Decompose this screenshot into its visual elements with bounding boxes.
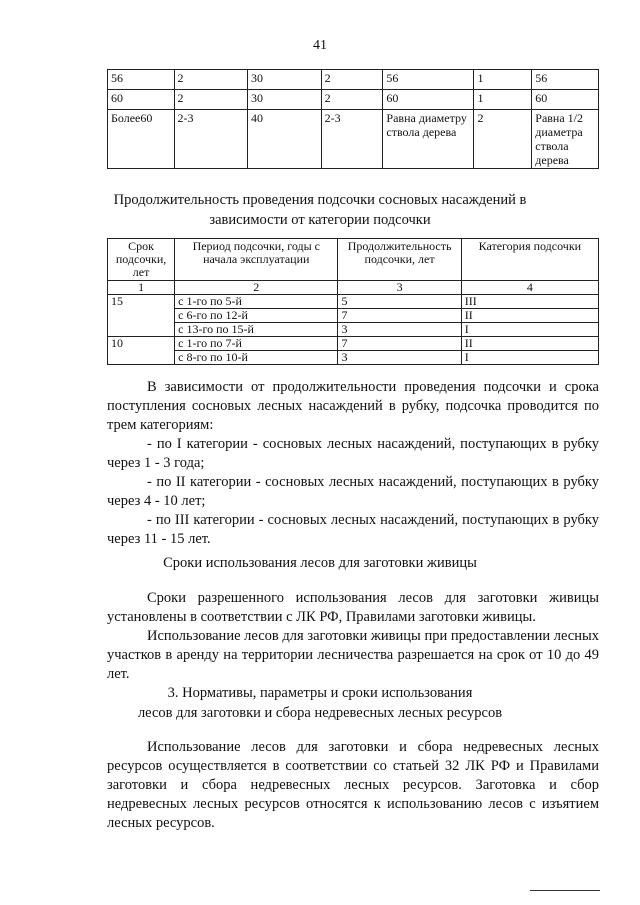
column-header: Категория подсочки	[461, 239, 598, 281]
table-cell: 56	[383, 70, 474, 90]
paragraph-category-1: - по I категории - сосновых лесных насаждений, поступающих в рубку через 1 - 3 года;	[107, 436, 599, 471]
table-cell: 30	[248, 70, 322, 90]
table-row	[108, 323, 599, 337]
section-title-tapping-duration	[0, 190, 640, 230]
table-cell: 30	[248, 90, 322, 110]
table-cell: 2	[321, 70, 383, 90]
table-cell: Равна диаметру ствола дерева	[383, 110, 474, 169]
table-tapping-parameters	[107, 69, 599, 169]
table-cell: 2-3	[174, 110, 248, 169]
table-cell: 60	[383, 90, 474, 110]
title-line: 3. Нормативы, параметры и сроки использования	[167, 685, 473, 701]
footer-rule	[530, 890, 600, 891]
term-cell: 15	[108, 295, 175, 337]
table-cell: 1	[474, 90, 532, 110]
table-cell: 3	[338, 351, 461, 365]
column-number: 3	[338, 281, 461, 295]
table-row	[108, 309, 599, 323]
paragraph-resin-terms: Сроки разрешенного использования лесов для заготовки живицы установлены в соответствии с ЛК РФ, Правилами заготовки живицы.	[107, 590, 599, 625]
table-cell: 7	[338, 309, 461, 323]
column-header: Продолжительность подсочки, лет	[338, 239, 461, 281]
table-cell: 2	[321, 90, 383, 110]
title-line: Продолжительность проведения подсочки сосновых насаждений в	[113, 192, 527, 208]
column-header: Период подсочки, годы с начала эксплуатации	[175, 239, 338, 281]
table-header-row	[108, 239, 599, 281]
table-cell: II	[461, 337, 598, 351]
table-row	[108, 337, 599, 351]
table-tapping-categories	[107, 238, 599, 365]
column-number-row	[108, 281, 599, 295]
table-cell: II	[461, 309, 598, 323]
table-cell: с 13-го по 15-й	[175, 323, 338, 337]
title-line: зависимости от категории подсочки	[209, 212, 431, 228]
paragraph-category-2: - по II категории - сосновых лесных насаждений, поступающих в рубку через 4 - 10 лет;	[107, 474, 599, 509]
paragraph-nontimber: Использование лесов для заготовки и сбора недревесных лесных ресурсов осуществляется в соответствии со статьей 32 ЛК РФ и Правилами заготовки и сбора недревесных лесных ресурсов. Заготовка и сбор недревесных лесных ресурсов относятся к использованию лесов с изъятием лесных ресурсов.	[107, 739, 599, 831]
table-cell: 5	[338, 295, 461, 309]
table-cell: 60	[108, 90, 175, 110]
table-cell: 7	[338, 337, 461, 351]
table-cell: Более60	[108, 110, 175, 169]
table-cell: I	[461, 351, 598, 365]
table-cell: с 1-го по 5-й	[175, 295, 338, 309]
section-title-resin-terms: Сроки использования лесов для заготовки живицы	[163, 555, 477, 571]
table-cell: 60	[532, 90, 599, 110]
column-number: 2	[175, 281, 338, 295]
table-row	[108, 295, 599, 309]
column-header: Срок подсочки, лет	[108, 239, 175, 281]
title-line: лесов для заготовки и сбора недревесных лесных ресурсов	[137, 705, 503, 721]
table-cell: 40	[248, 110, 322, 169]
table-cell: 2	[174, 90, 248, 110]
table-cell: III	[461, 295, 598, 309]
page-number: 41	[313, 38, 327, 53]
table-cell: с 1-го по 7-й	[175, 337, 338, 351]
table-cell: 3	[338, 323, 461, 337]
column-number: 1	[108, 281, 175, 295]
table-cell: 56	[108, 70, 175, 90]
table-cell: I	[461, 323, 598, 337]
section-title-nontimber	[0, 683, 640, 723]
table-cell: с 8-го по 10-й	[175, 351, 338, 365]
table-cell: 1	[474, 70, 532, 90]
table-row	[108, 110, 599, 169]
table-cell: 2	[174, 70, 248, 90]
table-cell: 56	[532, 70, 599, 90]
table-row	[108, 90, 599, 110]
table-cell: 2	[474, 110, 532, 169]
table-cell: Равна 1/2 диаметра ствола дерева	[532, 110, 599, 169]
term-cell: 10	[108, 337, 175, 365]
table-cell: с 6-го по 12-й	[175, 309, 338, 323]
paragraph-resin-lease: Использование лесов для заготовки живицы при предоставлении лесных участков в аренду на территории лесничества разрешается на срок от 10 до 49 лет.	[107, 628, 599, 682]
paragraph-category-3: - по III категории - сосновых лесных насаждений, поступающих в рубку через 11 - 15 лет.	[107, 512, 599, 547]
column-number: 4	[461, 281, 598, 295]
paragraph-categories-intro: В зависимости от продолжительности проведения подсочки и срока поступления сосновых лесных насаждений в рубку, подсочка проводится по трем категориям:	[107, 379, 599, 433]
table-row	[108, 70, 599, 90]
table-cell: 2-3	[321, 110, 383, 169]
table-row	[108, 351, 599, 365]
